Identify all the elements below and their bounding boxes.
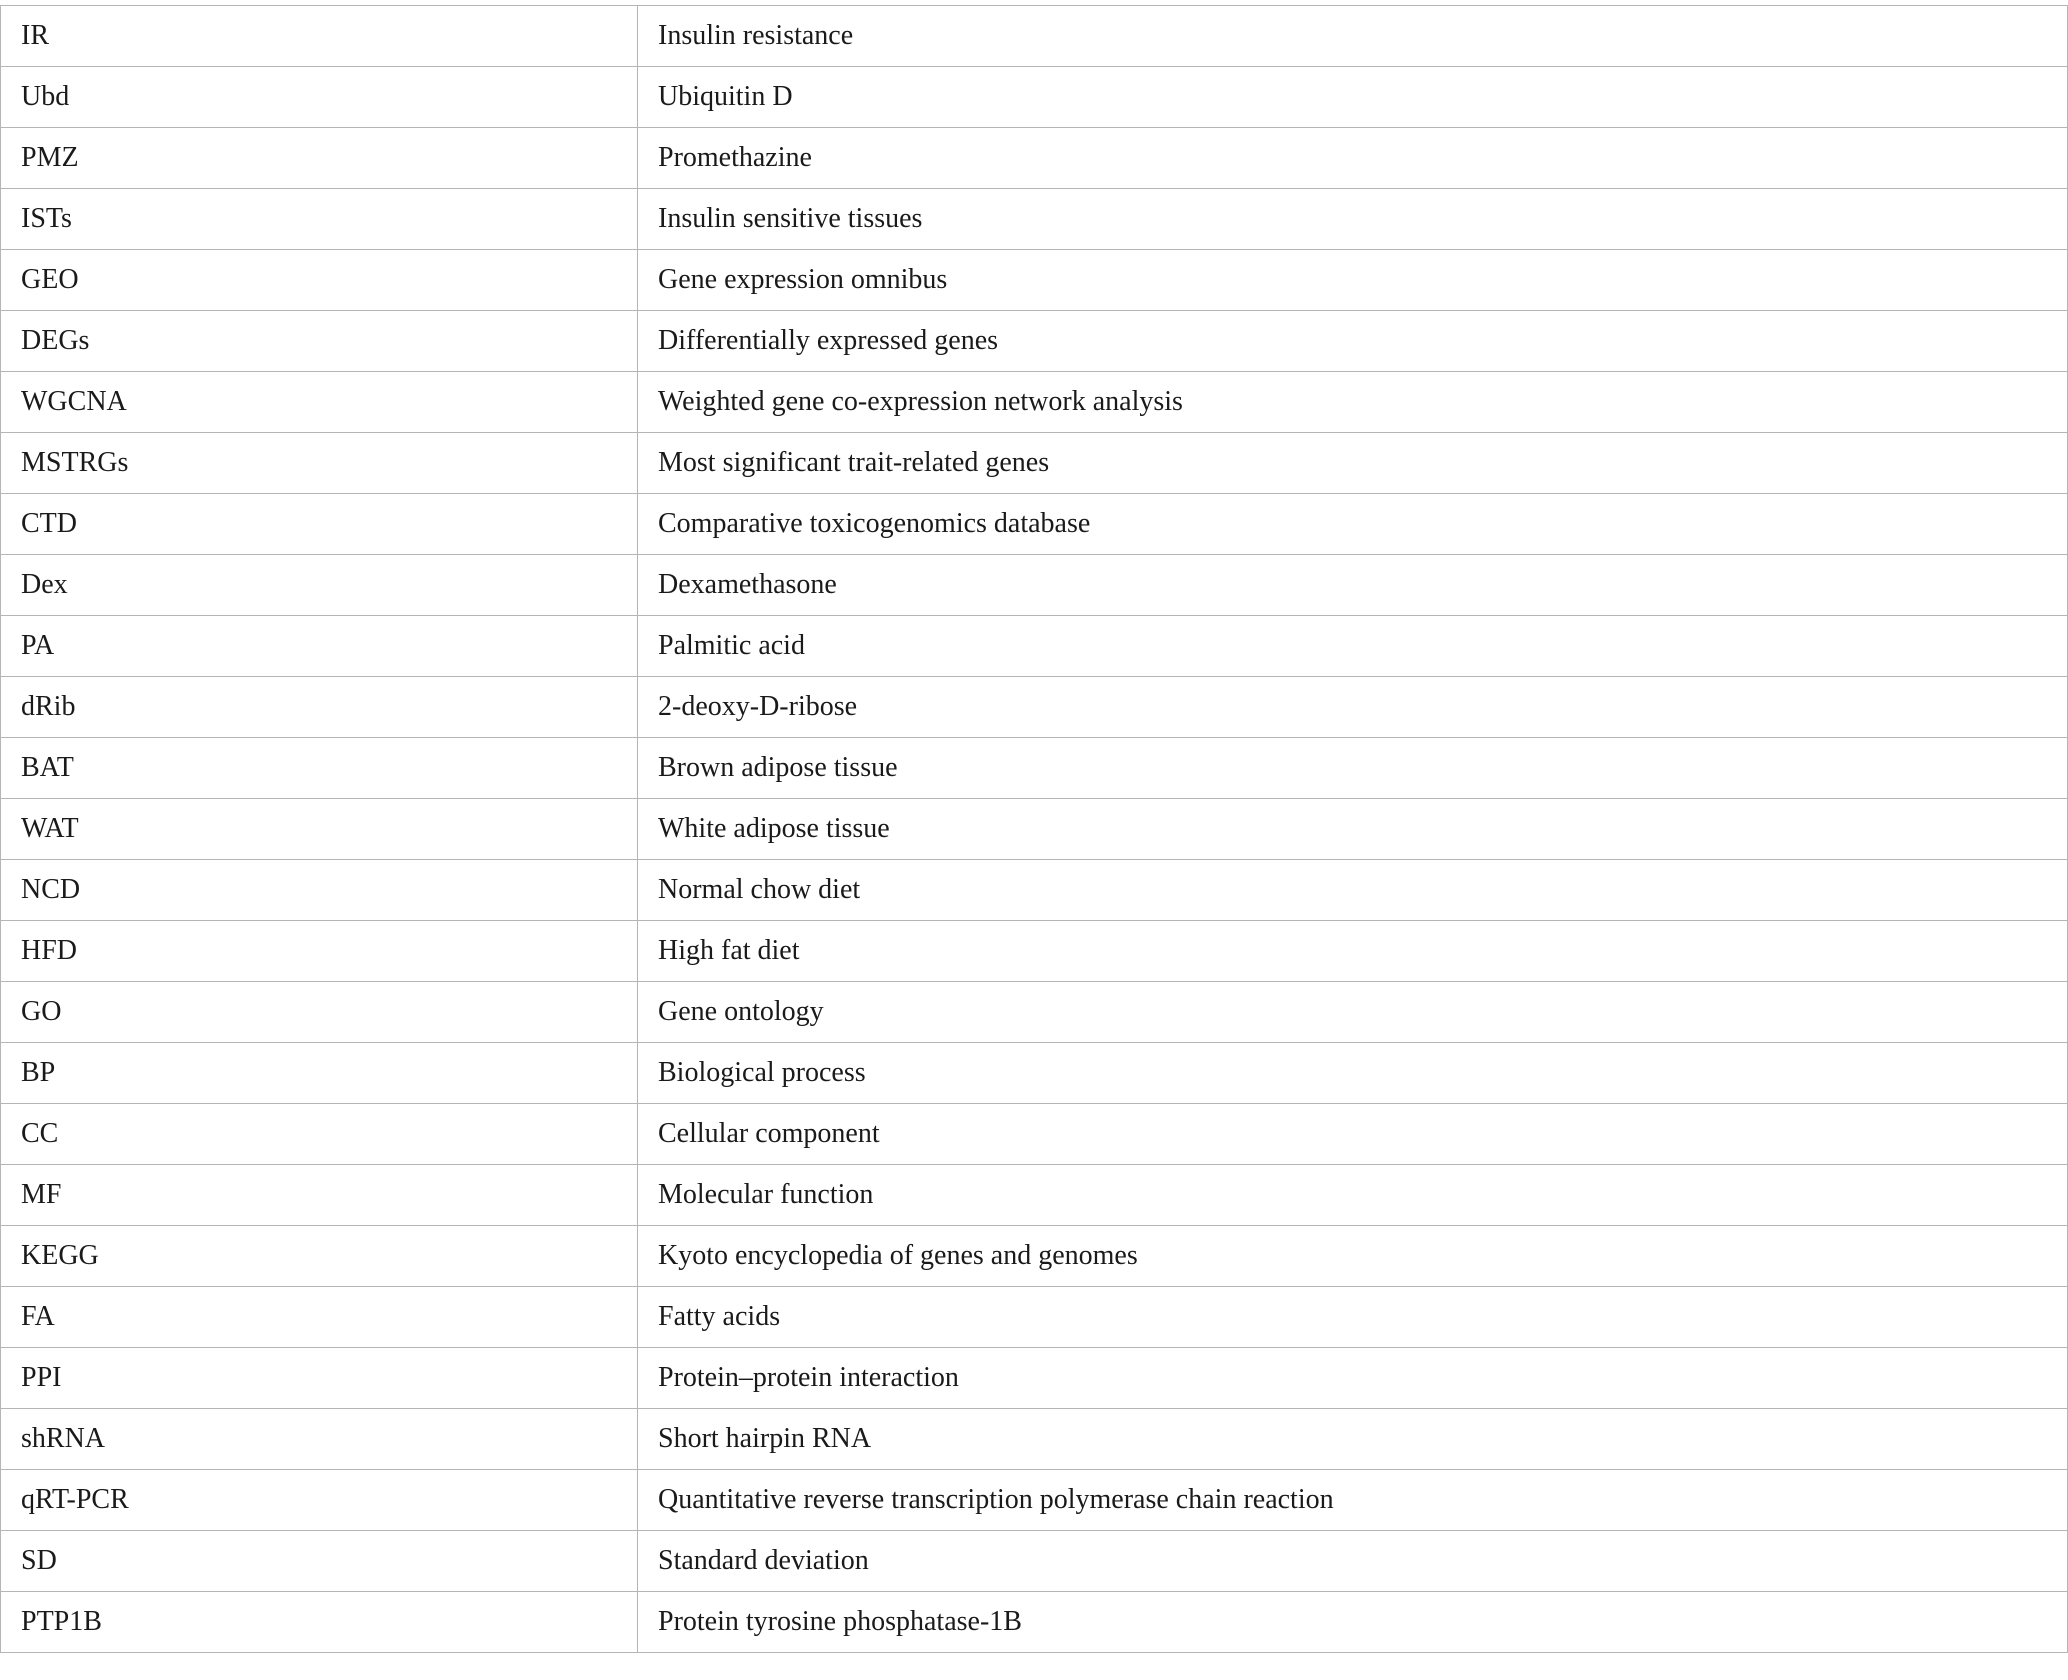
table-row xyxy=(1,1409,2068,1470)
abbreviation-cell: BP xyxy=(1,1043,638,1104)
definition-cell: Ubiquitin D xyxy=(638,67,2068,128)
abbreviation-cell: ISTs xyxy=(1,189,638,250)
table-row xyxy=(1,128,2068,189)
table-row xyxy=(1,1165,2068,1226)
definition-cell: Palmitic acid xyxy=(638,616,2068,677)
definition-cell: Promethazine xyxy=(638,128,2068,189)
abbreviation-cell: BAT xyxy=(1,738,638,799)
table-row xyxy=(1,494,2068,555)
definition-cell: Insulin sensitive tissues xyxy=(638,189,2068,250)
abbreviations-table-container xyxy=(0,5,2068,1653)
definition-cell: Comparative toxicogenomics database xyxy=(638,494,2068,555)
definition-cell: Gene expression omnibus xyxy=(638,250,2068,311)
table-row xyxy=(1,555,2068,616)
definition-cell: Most significant trait-related genes xyxy=(638,433,2068,494)
definition-cell: Normal chow diet xyxy=(638,860,2068,921)
abbreviation-cell: SD xyxy=(1,1531,638,1592)
abbreviation-cell: GO xyxy=(1,982,638,1043)
abbreviation-cell: KEGG xyxy=(1,1226,638,1287)
table-row xyxy=(1,677,2068,738)
table-row xyxy=(1,1043,2068,1104)
abbreviation-cell: MF xyxy=(1,1165,638,1226)
abbreviation-cell: CTD xyxy=(1,494,638,555)
definition-cell: Biological process xyxy=(638,1043,2068,1104)
table-row xyxy=(1,738,2068,799)
abbreviation-cell: PPI xyxy=(1,1348,638,1409)
abbreviation-cell: Dex xyxy=(1,555,638,616)
table-row xyxy=(1,1226,2068,1287)
table-row xyxy=(1,1592,2068,1653)
table-row xyxy=(1,433,2068,494)
abbreviation-cell: PA xyxy=(1,616,638,677)
abbreviation-cell: DEGs xyxy=(1,311,638,372)
abbreviation-cell: MSTRGs xyxy=(1,433,638,494)
abbreviation-cell: CC xyxy=(1,1104,638,1165)
table-row xyxy=(1,982,2068,1043)
definition-cell: Standard deviation xyxy=(638,1531,2068,1592)
table-row xyxy=(1,189,2068,250)
abbreviation-cell: WGCNA xyxy=(1,372,638,433)
table-row xyxy=(1,1470,2068,1531)
abbreviation-cell: HFD xyxy=(1,921,638,982)
abbreviation-cell: qRT-PCR xyxy=(1,1470,638,1531)
table-row xyxy=(1,1348,2068,1409)
definition-cell: Molecular function xyxy=(638,1165,2068,1226)
definition-cell: Dexamethasone xyxy=(638,555,2068,616)
abbreviation-cell: IR xyxy=(1,6,638,67)
definition-cell: High fat diet xyxy=(638,921,2068,982)
definition-cell: 2-deoxy-D-ribose xyxy=(638,677,2068,738)
abbreviation-cell: PTP1B xyxy=(1,1592,638,1653)
abbreviation-cell: dRib xyxy=(1,677,638,738)
definition-cell: Kyoto encyclopedia of genes and genomes xyxy=(638,1226,2068,1287)
definition-cell: Quantitative reverse transcription polymerase chain reaction xyxy=(638,1470,2068,1531)
abbreviation-cell: FA xyxy=(1,1287,638,1348)
definition-cell: Gene ontology xyxy=(638,982,2068,1043)
table-row xyxy=(1,1104,2068,1165)
table-row xyxy=(1,372,2068,433)
abbreviation-cell: NCD xyxy=(1,860,638,921)
definition-cell: Protein–protein interaction xyxy=(638,1348,2068,1409)
table-row xyxy=(1,1531,2068,1592)
table-row xyxy=(1,311,2068,372)
abbreviation-cell: Ubd xyxy=(1,67,638,128)
definition-cell: Fatty acids xyxy=(638,1287,2068,1348)
definition-cell: Cellular component xyxy=(638,1104,2068,1165)
definition-cell: Differentially expressed genes xyxy=(638,311,2068,372)
definition-cell: Insulin resistance xyxy=(638,6,2068,67)
abbreviation-cell: GEO xyxy=(1,250,638,311)
table-row xyxy=(1,1287,2068,1348)
table-row xyxy=(1,67,2068,128)
table-row xyxy=(1,250,2068,311)
abbreviations-table xyxy=(0,5,2068,1653)
abbreviations-table-body xyxy=(1,6,2068,1653)
definition-cell: Weighted gene co-expression network analysis xyxy=(638,372,2068,433)
table-row xyxy=(1,799,2068,860)
definition-cell: White adipose tissue xyxy=(638,799,2068,860)
definition-cell: Brown adipose tissue xyxy=(638,738,2068,799)
abbreviation-cell: PMZ xyxy=(1,128,638,189)
table-row xyxy=(1,921,2068,982)
definition-cell: Protein tyrosine phosphatase-1B xyxy=(638,1592,2068,1653)
table-row xyxy=(1,6,2068,67)
abbreviation-cell: shRNA xyxy=(1,1409,638,1470)
table-row xyxy=(1,860,2068,921)
definition-cell: Short hairpin RNA xyxy=(638,1409,2068,1470)
abbreviation-cell: WAT xyxy=(1,799,638,860)
table-row xyxy=(1,616,2068,677)
